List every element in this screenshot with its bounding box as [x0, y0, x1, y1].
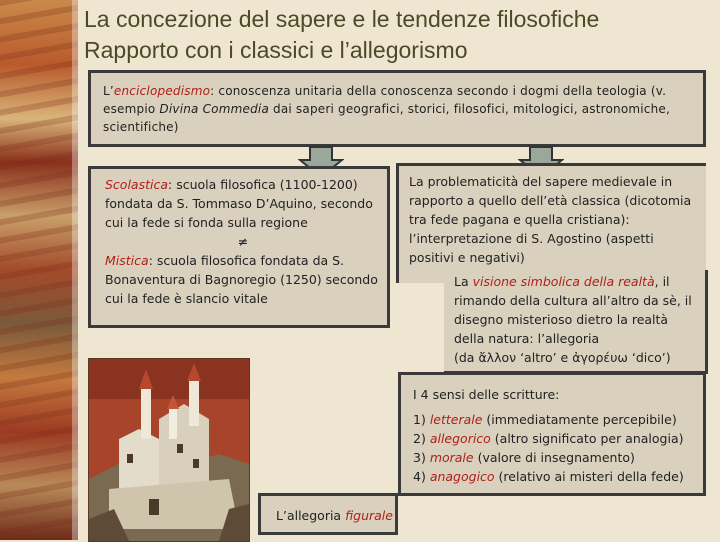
- mistica-term: Mistica: [105, 253, 149, 268]
- visione-text: , il rimando della cultura all’altro da sè, il disegno misterioso dietro la realtà della natura: l’allegoria: [454, 274, 692, 346]
- sensi-scritture-box: [398, 372, 706, 496]
- enciclopedismo-prefix: L’: [103, 84, 114, 98]
- sense-term: anagogico: [429, 469, 495, 484]
- medieval-city-painting: [88, 358, 250, 542]
- sense-desc: (valore di insegnamento): [473, 450, 635, 465]
- sense-number: 1): [413, 412, 430, 427]
- problematicita-box: [396, 163, 706, 283]
- scolastica-text: : scuola filosofica (1100-1200) fondata da S. Tommaso D’Aquino, secondo cui la fede si fonda sulla regione: [105, 177, 373, 230]
- visione-term: visione simbolica della realtà: [472, 274, 655, 289]
- enciclopedismo-text-2: dai saperi geografici, storici, filosofici, mitologici, astronomiche, scientifiche): [103, 102, 671, 134]
- sense-desc: (immediatamente percepibile): [482, 412, 677, 427]
- allegoria-text: L’allegoria: [276, 508, 346, 523]
- list-item: [413, 448, 695, 467]
- sense-number: 4): [413, 469, 430, 484]
- enciclopedismo-term: enciclopedismo: [113, 84, 211, 98]
- page-title: [84, 4, 599, 66]
- sense-term: letterale: [429, 412, 483, 427]
- sense-desc: (altro significato per analogia): [490, 431, 684, 446]
- list-item: [413, 429, 695, 448]
- allegoria-etymology: (da ἄλλον ‘altro’ e ἀγορέυω ‘dico’): [454, 350, 671, 365]
- decorative-painting-strip: [0, 0, 78, 540]
- title-line-2: Rapporto con i classici e l’allegorismo: [84, 37, 468, 63]
- sense-number: 3): [413, 450, 430, 465]
- mistica-text: : scuola filosofica fondata da S. Bonaventura di Bagnoregio (1250) secondo cui la fede è slancio vitale: [105, 253, 378, 306]
- not-equal-symbol: ≠: [237, 234, 249, 249]
- enciclopedismo-text: : conoscenza unitaria della conoscenza secondo i dogmi della teologia (v. esempio: [103, 84, 667, 116]
- sense-number: 2): [413, 431, 430, 446]
- list-item: [413, 467, 695, 486]
- scolastica-mistica-box: [88, 166, 390, 328]
- sensi-list: [413, 410, 695, 486]
- title-line-1: La concezione del sapere e le tendenze filosofiche: [84, 6, 600, 32]
- enciclopedismo-box: [88, 70, 706, 147]
- visione-simbolica-box: [444, 270, 708, 374]
- scolastica-term: Scolastica: [105, 177, 169, 192]
- allegoria-figurale-box: [258, 493, 398, 535]
- problematicita-text: La problematicità del sapere medievale in rapporto a quello dell’età classica (dicotomia tra fede pagana e quella cristiana): l’interpretazione di S. Agostino (aspetti positivi e negativi): [409, 174, 692, 265]
- sense-desc: (relativo ai misteri della fede): [494, 469, 684, 484]
- divina-commedia-title: Divina Commedia: [159, 102, 269, 116]
- list-item: [413, 410, 695, 429]
- sensi-heading: I 4 sensi delle scritture:: [413, 387, 560, 402]
- figurale-term: figurale: [345, 508, 393, 523]
- visione-prefix: La: [454, 274, 473, 289]
- sense-term: allegorico: [429, 431, 491, 446]
- sense-term: morale: [429, 450, 474, 465]
